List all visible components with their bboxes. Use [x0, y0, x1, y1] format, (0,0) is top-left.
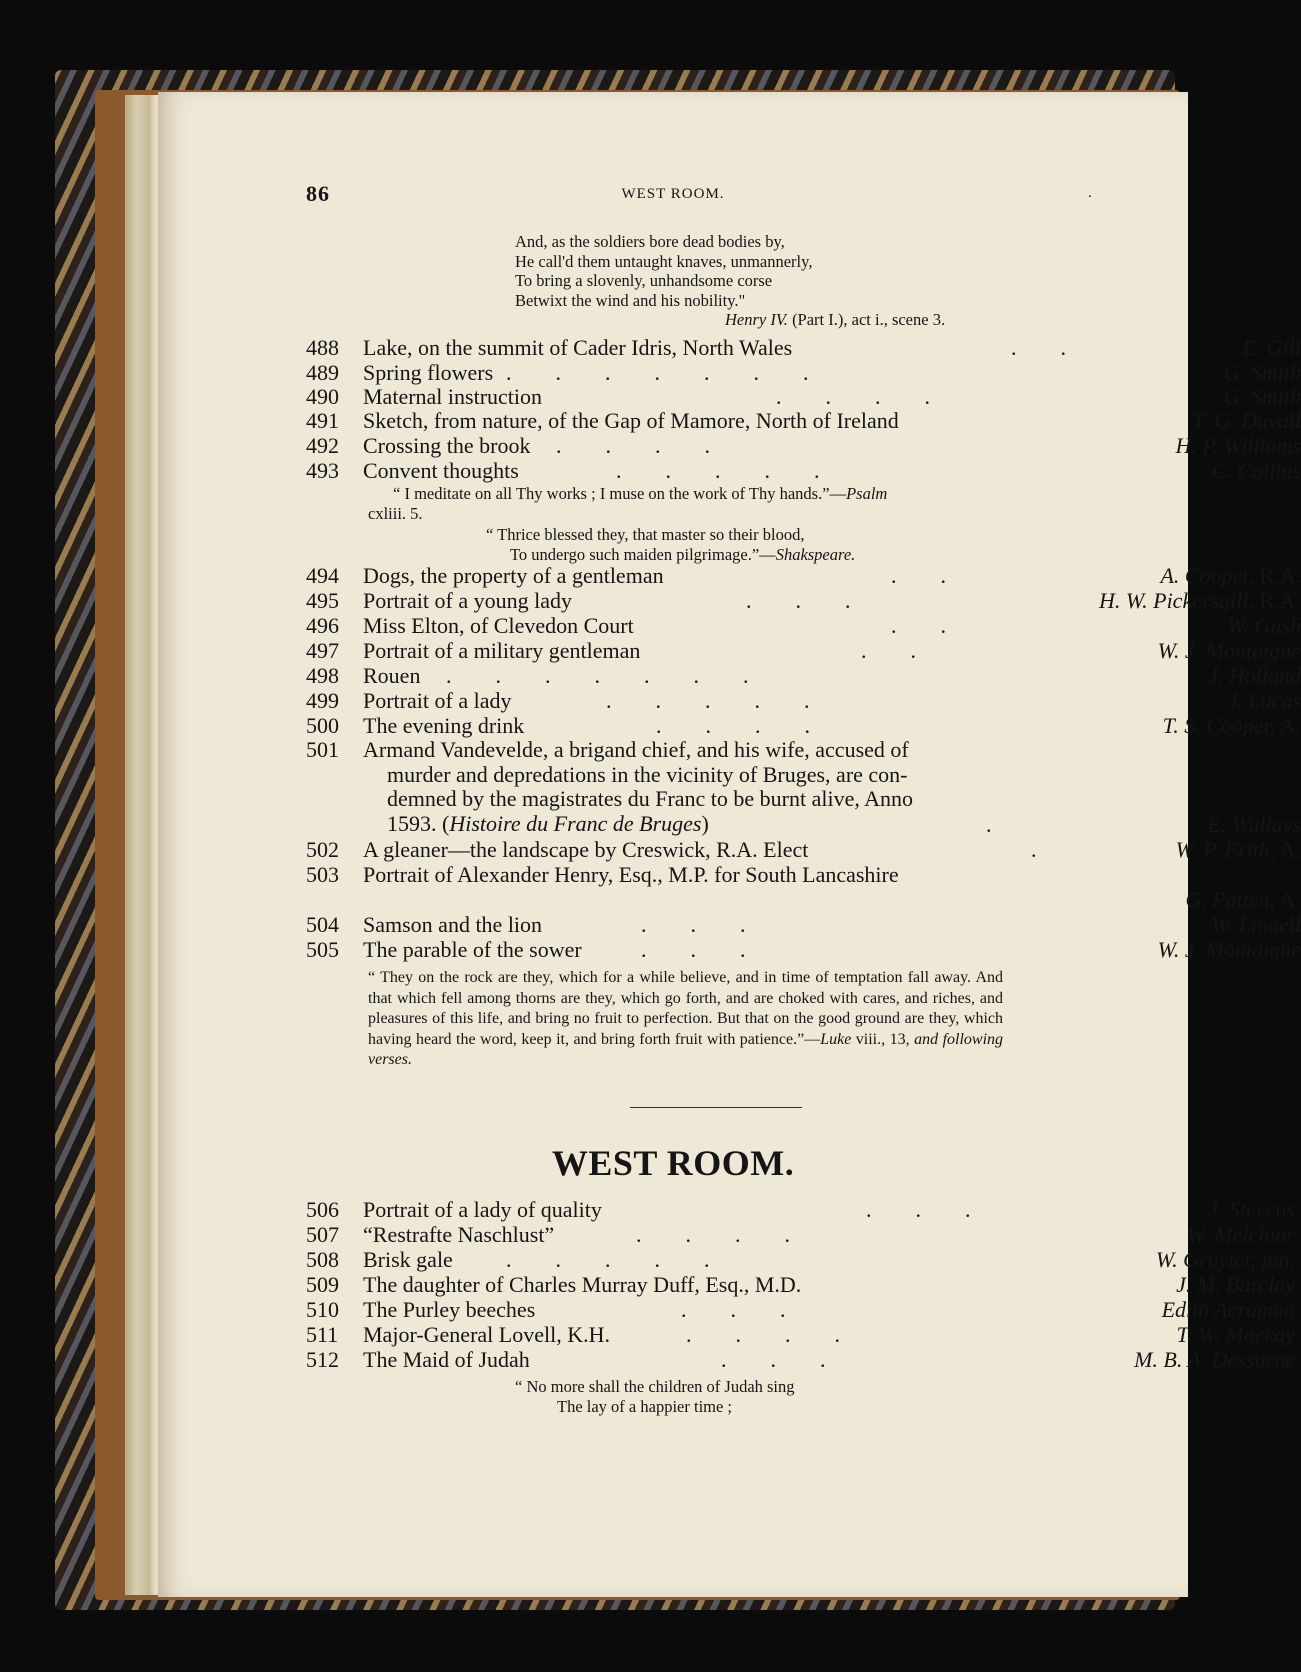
- entry-number: 494: [306, 563, 339, 588]
- artist-name: W. J. Montaigne: [1157, 937, 1301, 962]
- entry-title: Crossing the brook: [363, 433, 531, 458]
- leader-dots: . . .: [866, 1197, 971, 1222]
- entry-number: 509: [306, 1272, 339, 1297]
- entry-number: 495: [306, 588, 339, 613]
- quote-line: [368, 545, 1168, 565]
- entry-number: 507: [306, 1222, 339, 1247]
- entry-artist: [1212, 458, 1301, 483]
- entry-title: “Restrafte Naschlust”: [363, 1222, 555, 1247]
- entry-title: Portrait of a young lady: [363, 588, 572, 613]
- entry-501-artist-line: [306, 812, 1301, 837]
- entry-title: Portrait of Alexander Henry, Esq., M.P. for South Lancashire: [363, 862, 899, 887]
- artist-name: W. Melchior: [1187, 1222, 1295, 1247]
- entry-artist: [1158, 638, 1301, 663]
- catalogue-entry: [306, 1222, 1301, 1247]
- artist-suffix: A.: [1275, 837, 1301, 862]
- artist-name: Edith Acraman: [1161, 1297, 1295, 1322]
- catalogue-entry: [306, 613, 1301, 638]
- leader-dots: . . .: [641, 912, 746, 937]
- artist-name: J. Lucas: [1227, 688, 1301, 713]
- entry-artist: [1208, 812, 1301, 837]
- entry-title: A gleaner—the landscape by Creswick, R.A. Elect: [363, 837, 809, 862]
- poem-top: [515, 232, 945, 330]
- title-line: murder and depredations in the vicinity of Bruges, are con-: [387, 761, 908, 787]
- poem-line: To bring a slovenly, unhandsome corse: [515, 271, 773, 290]
- leader-dots: .: [1031, 837, 1037, 862]
- artist-suffix: R.A.: [1253, 588, 1301, 613]
- entry-artist: [1099, 588, 1301, 613]
- leader-dots: . .: [891, 563, 946, 588]
- entry-artist: [1176, 1272, 1295, 1297]
- entry-number: 512: [306, 1347, 339, 1372]
- entry-title: Rouen: [363, 663, 421, 688]
- entry-number: 510: [306, 1297, 339, 1322]
- leader-dots: . . . . . . .: [506, 360, 809, 385]
- poem-line: “ No more shall the children of Judah sing: [515, 1377, 795, 1396]
- page-number: 86: [306, 181, 330, 206]
- artist-name: A. Cooper,: [1160, 563, 1254, 588]
- catalogue-entry: [306, 837, 1301, 862]
- artist-name: E. Gill: [1242, 335, 1301, 360]
- section-heading: WEST ROOM.: [551, 1143, 795, 1183]
- artist-name: G. Smith: [1224, 384, 1301, 409]
- artist-suffix: A.: [1275, 887, 1301, 912]
- artist-name: G. Smith: [1224, 360, 1301, 385]
- leader-dots: . . . .: [656, 713, 810, 738]
- leader-dots: . .: [891, 613, 946, 638]
- entry-number: 496: [306, 613, 339, 638]
- title-source: Histoire du Franc de Bruges: [449, 810, 702, 836]
- quote-line: [368, 484, 1168, 504]
- catalogue-entry: [306, 588, 1301, 613]
- quote-line: cxliii. 5.: [368, 503, 423, 523]
- entry-artist: [1162, 1297, 1295, 1322]
- entry-title: The evening drink: [363, 713, 525, 738]
- artist-name: H. P. Williams: [1175, 433, 1301, 458]
- quote-citation: Psalm: [846, 484, 888, 503]
- artist-name: H. W. Pickersgill,: [1098, 588, 1254, 613]
- entry-artist: [1185, 887, 1301, 912]
- catalogue-entry: [306, 1247, 1301, 1272]
- entry-title: Portrait of a lady: [363, 688, 512, 713]
- catalogue-entry: [306, 563, 1301, 588]
- leader-dots: . . . . .: [506, 1247, 710, 1272]
- title-line: demned by the magistrates du Franc to be burnt alive, Anno: [387, 786, 914, 811]
- entry-title: Portrait of a military gentleman: [363, 638, 641, 663]
- catalogue-entry: [306, 335, 1301, 360]
- entry-artist: [1227, 613, 1301, 638]
- entry-number: 490: [306, 384, 339, 409]
- poem-line: Betwixt the wind and his nobility.": [515, 290, 746, 310]
- artist-name: J. Holland: [1208, 663, 1301, 688]
- entry-title: Convent thoughts: [363, 458, 519, 483]
- leader-dots: . . . .: [686, 1322, 840, 1347]
- catalogue-entry: [306, 713, 1301, 738]
- entry-503-artist-line: [306, 887, 1301, 912]
- entry-artist: [1176, 1322, 1295, 1347]
- entry-number: 504: [306, 912, 339, 937]
- entry-title: Dogs, the property of a gentleman: [363, 563, 664, 588]
- poem-bottom: [515, 1377, 795, 1416]
- entry-title: Samson and the lion: [363, 912, 543, 937]
- artist-suffix: A.: [1275, 713, 1301, 738]
- entry-artist: [1224, 384, 1301, 409]
- artist-name: W. Linnell: [1211, 912, 1301, 937]
- poem-line: The lay of a happier time ;: [557, 1396, 733, 1416]
- leader-dots: . . . . .: [606, 688, 810, 713]
- leader-dots: . . . . .: [616, 458, 820, 483]
- entry-artist: [1158, 937, 1301, 962]
- poem-citation: [515, 310, 945, 330]
- entry-title: Portrait of a lady of quality: [363, 1197, 602, 1222]
- entry-artist: [1208, 1197, 1295, 1222]
- entry-number: 499: [306, 688, 339, 713]
- quote-citation: Luke: [820, 1030, 852, 1048]
- entry-number: 500: [306, 713, 339, 738]
- artist-name: J. M. Barclay: [1176, 1272, 1295, 1297]
- entry-title: The Purley beeches: [363, 1297, 536, 1322]
- artist-name: C. Collins: [1211, 458, 1301, 483]
- entry-title: Miss Elton, of Clevedon Court: [363, 613, 634, 638]
- entry-number: 502: [306, 837, 339, 862]
- entry-number: 491: [306, 408, 339, 433]
- entry-artist: [1228, 688, 1301, 713]
- catalogue-entry: [306, 663, 1301, 688]
- section-divider: [630, 1107, 802, 1108]
- entry-artist: [1242, 335, 1301, 360]
- leader-dots: . .: [861, 638, 916, 663]
- title-text: 1593. (: [387, 810, 450, 836]
- entry-title: The daughter of Charles Murray Duff, Esq., M.D.: [363, 1272, 802, 1297]
- artist-name: W. J. Montaigne: [1157, 638, 1301, 663]
- entry-title: Major-General Lovell, K.H.: [363, 1322, 610, 1347]
- quote-line: “ Thrice blessed they, that master so their blood,: [486, 525, 805, 544]
- leader-dots: . . . . . . .: [446, 663, 749, 688]
- entry-number: 489: [306, 360, 339, 385]
- leader-dots: . . .: [721, 1347, 826, 1372]
- entry-number: 508: [306, 1247, 339, 1272]
- entry-title: Brisk gale: [363, 1247, 453, 1272]
- catalogue-entry: [306, 1347, 1301, 1372]
- catalogue-entry: [306, 1272, 1301, 1297]
- quote-493: [368, 484, 1168, 564]
- catalogue-entry: [306, 360, 1301, 385]
- entry-number: 505: [306, 937, 339, 962]
- leader-dots: .: [986, 812, 992, 837]
- catalogue-entry: [306, 912, 1301, 937]
- artist-name: W. P. Frith,: [1175, 837, 1276, 862]
- catalogue-entry: [306, 408, 1301, 433]
- entry-title: Maternal instruction: [363, 384, 543, 409]
- entry-title: Lake, on the summit of Cader Idris, North Wales: [363, 335, 793, 360]
- running-title: WEST ROOM.: [621, 186, 725, 202]
- header-mark: .: [1088, 185, 1093, 201]
- entry-number: 506: [306, 1197, 339, 1222]
- quote-text: To undergo such maiden pilgrimage.”—: [510, 544, 776, 564]
- catalogue-entry: [306, 458, 1301, 483]
- entry-artist: [1208, 663, 1301, 688]
- entry-number: 503: [306, 862, 339, 887]
- catalogue-entry: [306, 1197, 1301, 1222]
- citation-ref: (Part I.), act i., scene 3.: [787, 310, 946, 329]
- artist-name: W. Gruyter, jun.: [1155, 1247, 1295, 1272]
- entry-number: 498: [306, 663, 339, 688]
- quote-tail: and following verses.: [368, 1030, 1004, 1068]
- entry-artist: [1163, 713, 1301, 738]
- entry-number: 511: [306, 1322, 339, 1347]
- leader-dots: . . . .: [636, 1222, 790, 1247]
- entry-number: 497: [306, 638, 339, 663]
- quote-text: “ They on the rock are they, which for a while believe, and in time of temptation fall away. And that which fell among thorns are they, which go forth, and are choked with cares, and riches, and pleasures of this life, and bring no fruit to perfection. But that on the good ground are they, which having heard the word, keep it, and bring forth fruit with patience.”—: [368, 969, 1003, 1048]
- catalogue-entry: [306, 1322, 1301, 1347]
- entry-title: The parable of the sower: [363, 937, 582, 962]
- entry-number: 488: [306, 335, 339, 360]
- title-text: ): [701, 810, 709, 836]
- quote-reference: viii., 13,: [851, 1030, 910, 1048]
- entry-artist: [1176, 837, 1301, 862]
- artist-suffix: R.A.: [1253, 563, 1301, 588]
- entry-artist: [1175, 433, 1301, 458]
- entry-number: 493: [306, 458, 339, 483]
- entry-title: The Maid of Judah: [363, 1347, 530, 1372]
- entry-title: Spring flowers: [363, 360, 494, 385]
- artist-name: M. B. A. Dessurne: [1134, 1347, 1295, 1372]
- entry-artist: [1156, 1247, 1295, 1272]
- artist-name: E. Wallays: [1207, 812, 1301, 837]
- catalogue-entry: [306, 1297, 1301, 1322]
- catalogue-entry: [306, 688, 1301, 713]
- artist-name: T. G. Duvall: [1192, 408, 1301, 433]
- entry-number: 492: [306, 433, 339, 458]
- catalogue-entry: [306, 384, 1301, 409]
- artist-name: T. W. Mackay: [1176, 1322, 1295, 1347]
- quote-citation: Shakspeare.: [775, 544, 856, 564]
- title-line: Armand Vandevelde, a brigand chief, and his wife, accused of: [363, 737, 909, 762]
- poem-line: He call'd them untaught knaves, unmannerly,: [515, 251, 813, 271]
- poem-line: And, as the soldiers bore dead bodies by,: [515, 232, 785, 251]
- leader-dots: . .: [1011, 335, 1066, 360]
- quote-text: “ I meditate on all Thy works ; I muse on the work of Thy hands.”—: [393, 484, 847, 503]
- artist-name: J. Stevens: [1208, 1197, 1295, 1222]
- entry-artist: [1160, 563, 1301, 588]
- artist-name: T. S. Cooper,: [1162, 713, 1276, 738]
- leader-dots: . . . .: [776, 384, 930, 409]
- entry-artist: [1134, 1347, 1295, 1372]
- artist-name: G. Patten,: [1185, 887, 1276, 912]
- catalogue-entry: [306, 638, 1301, 663]
- quote-505: [368, 968, 1003, 1071]
- leader-dots: . . .: [641, 937, 746, 962]
- entry-artist: [1211, 912, 1301, 937]
- catalogue-entry: [306, 937, 1301, 962]
- leader-dots: . . .: [746, 588, 851, 613]
- entry-artist: [1224, 360, 1301, 385]
- citation-title: Henry IV.: [725, 310, 788, 329]
- entry-number: 501: [306, 737, 339, 762]
- artist-name: W. Gush: [1227, 613, 1301, 638]
- book-page: [158, 92, 1301, 1597]
- entry-artist: [1193, 408, 1301, 433]
- catalogue-entry: [306, 862, 1301, 887]
- entry-artist: [1187, 1222, 1295, 1247]
- leader-dots: . . . .: [556, 433, 710, 458]
- leader-dots: . . .: [681, 1297, 786, 1322]
- catalogue-entry: [306, 433, 1301, 458]
- entry-title: Sketch, from nature, of the Gap of Mamore, North of Ireland: [363, 408, 899, 433]
